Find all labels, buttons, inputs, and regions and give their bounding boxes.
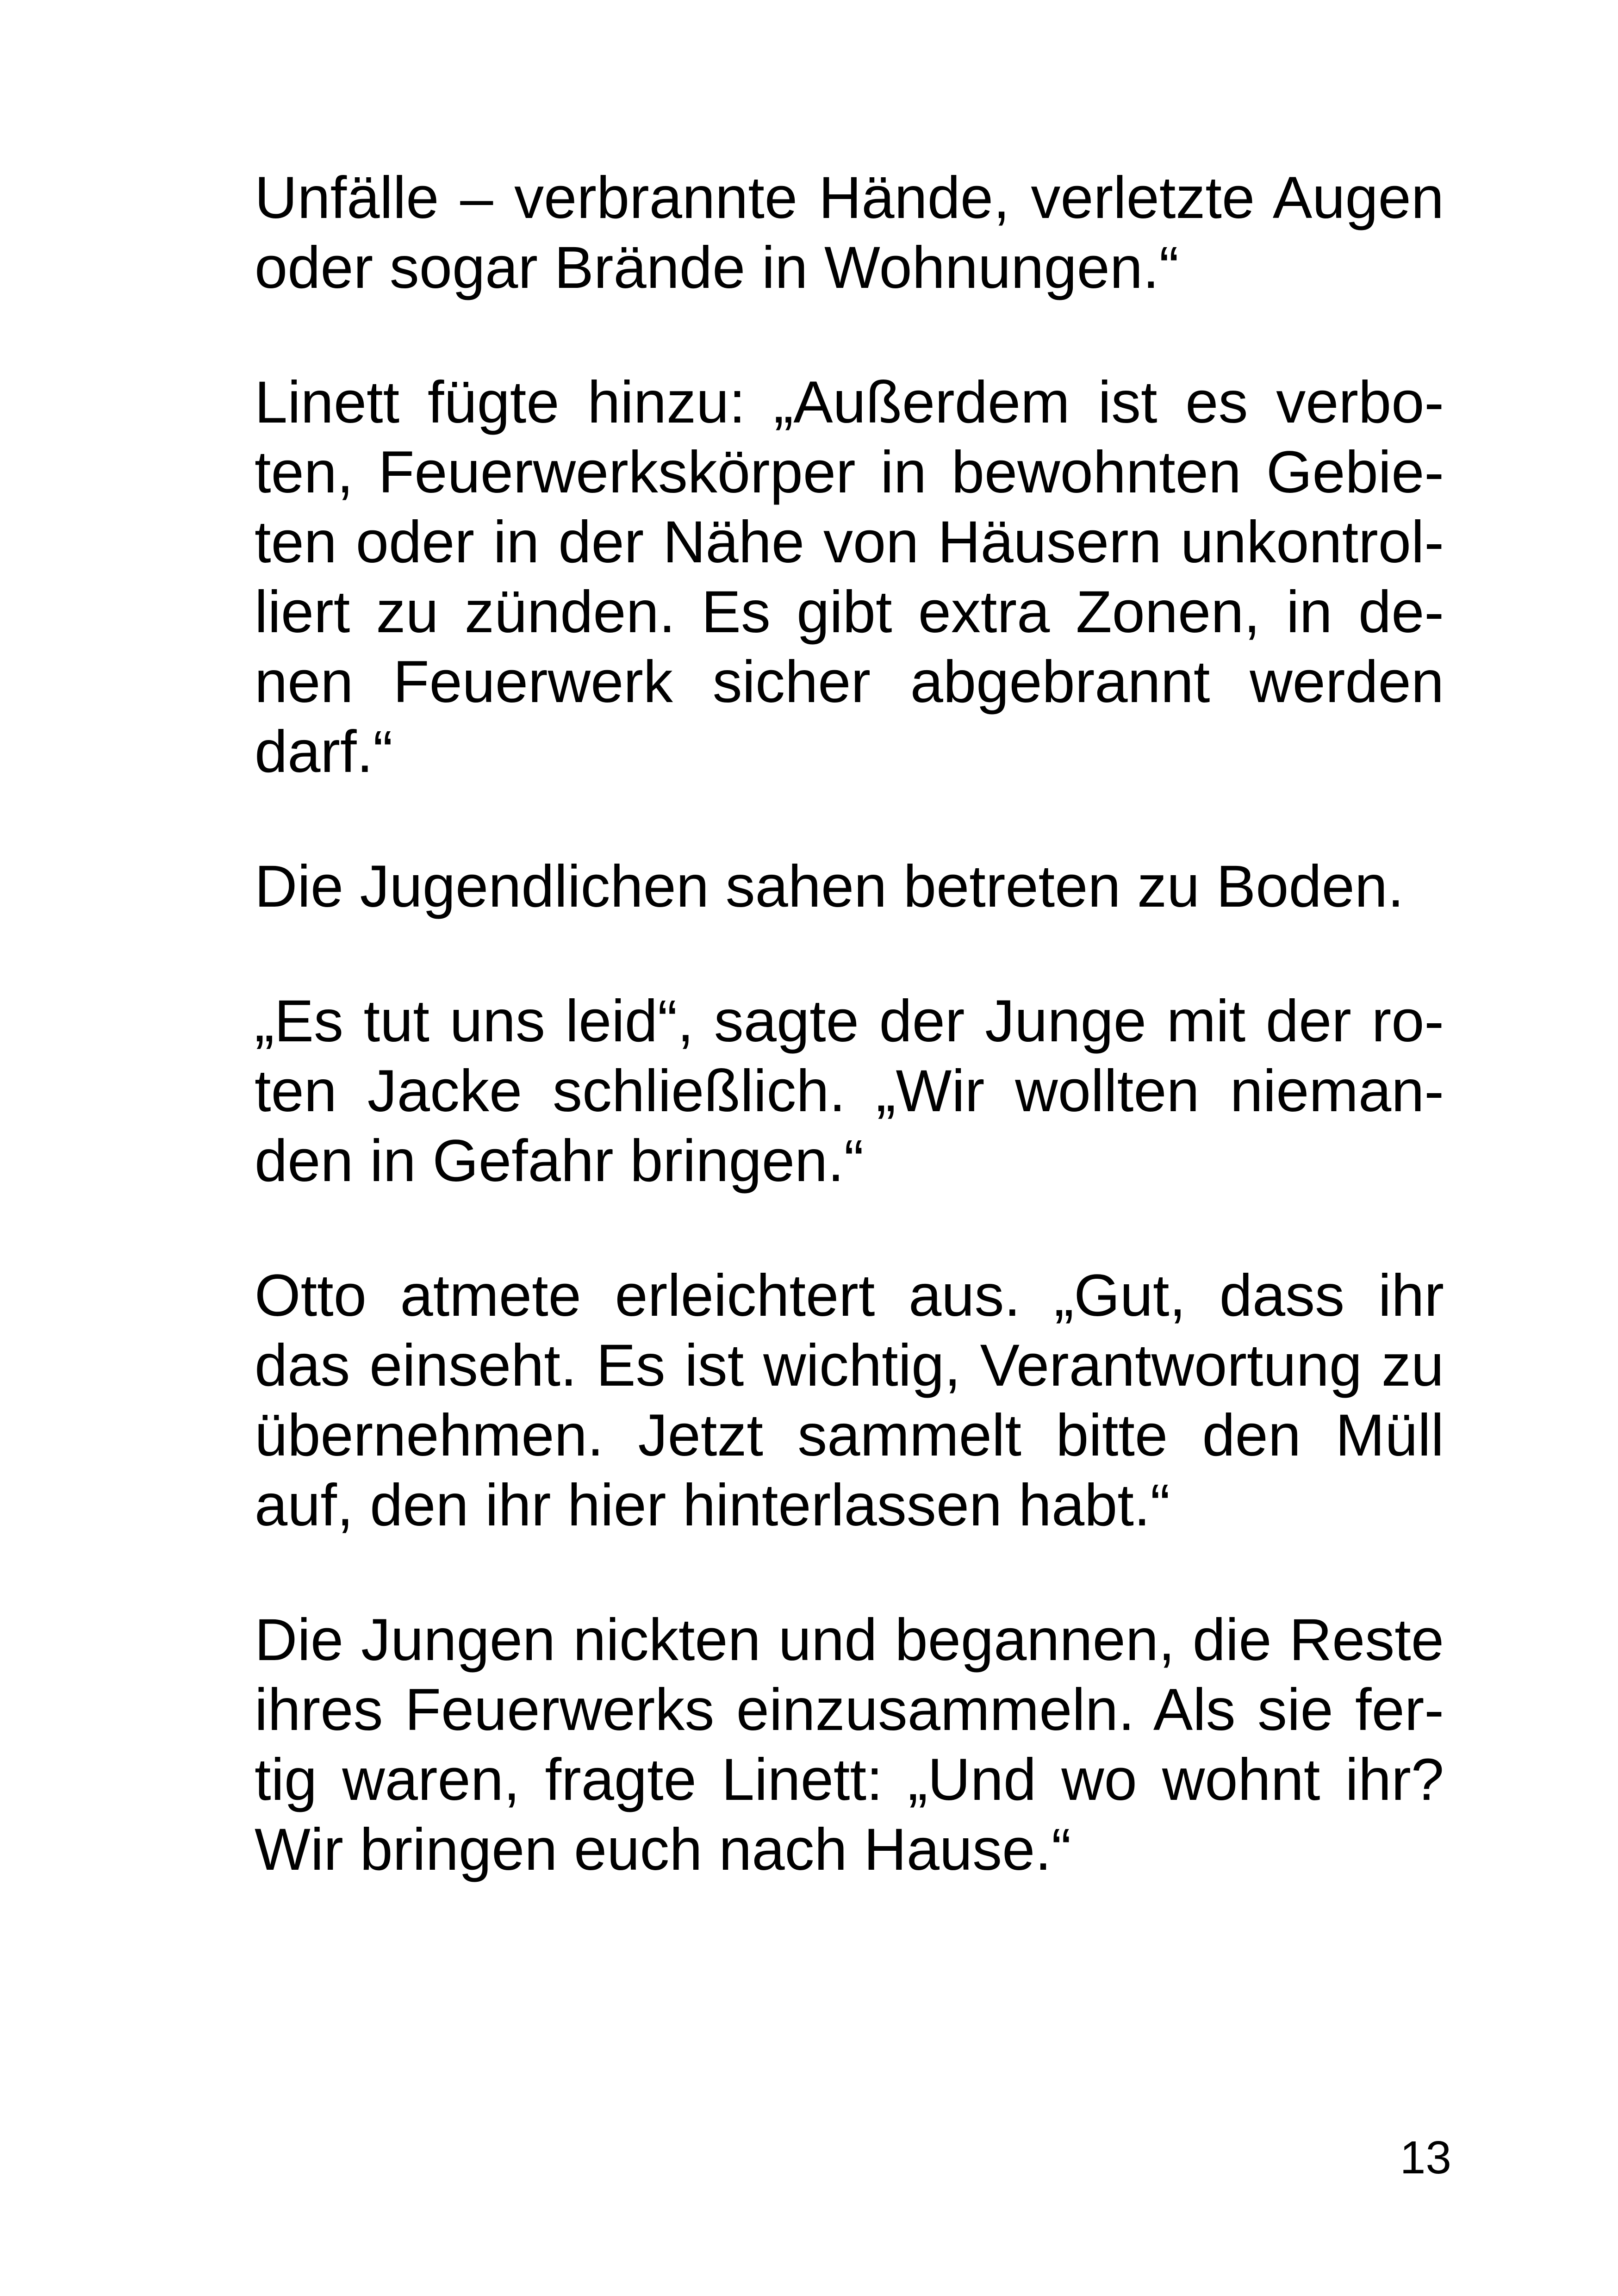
paragraph: [255, 1261, 1444, 1540]
text-line: Linett fügte hinzu: „Außerdem ist es verbo-: [255, 369, 1444, 436]
text-line: „Es tut uns leid“, sagte der Junge mit der ro-: [255, 988, 1444, 1054]
text-line: ten, Feuerwerkskörper in bewohnten Gebie-: [255, 439, 1444, 505]
text-line: Otto atmete erleichtert aus. „Gut, dass ihr: [255, 1263, 1444, 1329]
paragraph: [255, 852, 1444, 921]
text-line: tig waren, fragte Linett: „Und wo wohnt ihr?: [255, 1747, 1444, 1813]
text-line: ten oder in der Nähe von Häusern unkontrol-: [255, 509, 1444, 575]
paragraph: [255, 986, 1444, 1196]
paragraph: [255, 367, 1444, 787]
text-line: ten Jacke schließlich. „Wir wollten nieman-: [255, 1058, 1444, 1124]
text-line: auf, den ihr hier hinterlassen habt.“: [255, 1472, 1170, 1538]
text-line: ihres Feuerwerks einzusammeln. Als sie fer-: [255, 1677, 1444, 1743]
text-line: das einseht. Es ist wichtig, Verantwortung zu: [255, 1332, 1444, 1399]
text-line: Wir bringen euch nach Hause.“: [255, 1817, 1071, 1883]
text-line: darf.“: [255, 719, 393, 785]
text-line: nen Feuerwerk sicher abgebrannt werden: [255, 649, 1444, 715]
text-line: übernehmen. Jetzt sammelt bitte den Müll: [255, 1402, 1444, 1468]
text-line: den in Gefahr bringen.“: [255, 1128, 864, 1194]
page-number: 13: [1400, 2132, 1451, 2184]
text-line: liert zu zünden. Es gibt extra Zonen, in de-: [255, 579, 1444, 645]
text-line: Die Jugendlichen sahen betreten zu Boden.: [255, 853, 1404, 920]
text-block: [255, 163, 1444, 1885]
paragraph: [255, 1605, 1444, 1885]
paragraph: [255, 163, 1444, 303]
text-line: oder sogar Brände in Wohnungen.“: [255, 235, 1179, 301]
text-line: Unfälle – verbrannte Hände, verletzte Augen: [255, 165, 1444, 231]
text-line: Die Jungen nickten und begannen, die Reste: [255, 1607, 1444, 1673]
